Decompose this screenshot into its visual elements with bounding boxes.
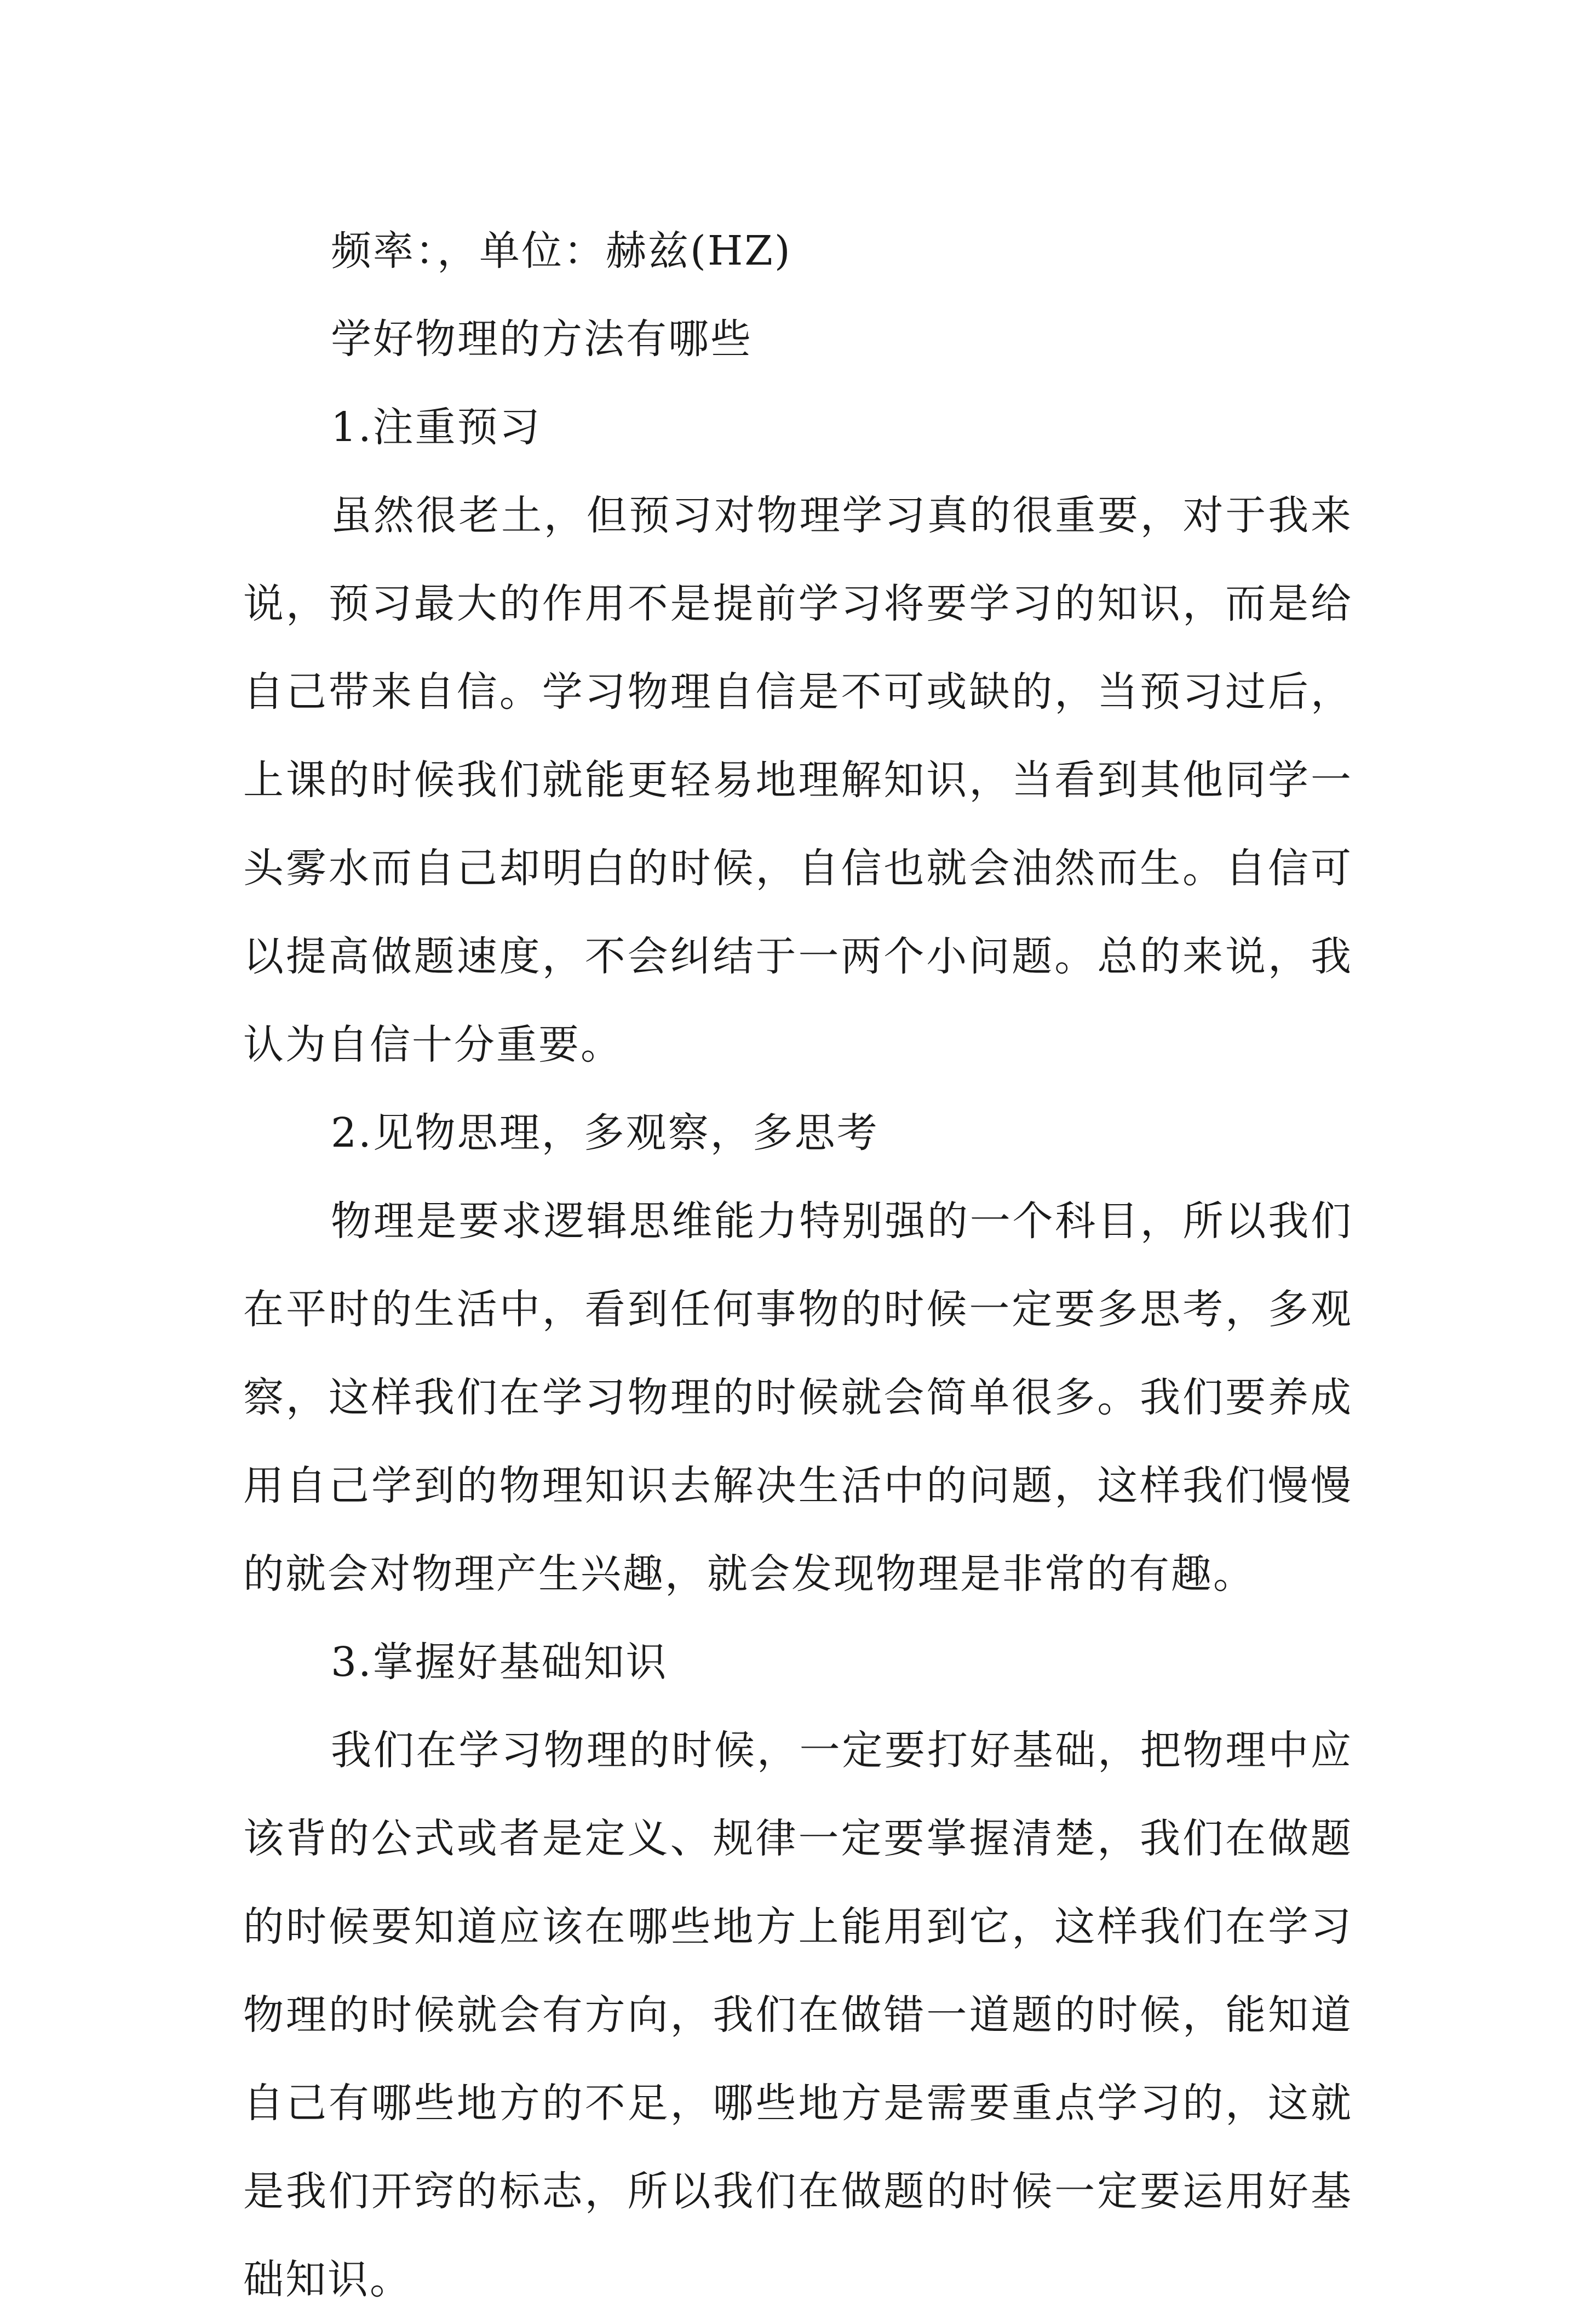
paragraph-line: 是我们开窍的标志，所以我们在做题的时候一定要运用好基 [243,2168,1353,2215]
paragraph-line: 用自己学到的物理知识去解决生活中的问题，这样我们慢慢 [243,1462,1353,1509]
section-heading: 学好物理的方法有哪些 [331,316,753,363]
text-line: 频率：，单位：赫兹(HZ) [331,227,792,274]
paragraph-line: 头雾水而自己却明白的时候，自信也就会油然而生。自信可 [243,845,1353,892]
paragraph-line: 以提高做题速度，不会纠结于一两个小问题。总的来说，我 [243,933,1353,980]
paragraph-line: 自己带来自信。学习物理自信是不可或缺的，当预习过后， [243,668,1353,715]
paragraph-line: 物理是要求逻辑思维能力特别强的一个科目，所以我们 [331,1198,1353,1245]
paragraph-line: 物理的时候就会有方向，我们在做错一道题的时候，能知道 [243,1991,1353,2039]
paragraph-line: 察，这样我们在学习物理的时候就会简单很多。我们要养成 [243,1374,1353,1421]
subheading: 2.见物思理，多观察，多思考 [331,1109,879,1157]
paragraph-line: 自己有哪些地方的不足，哪些地方是需要重点学习的，这就 [243,2080,1353,2127]
document-body [243,207,1353,2324]
paragraph-line: 我们在学习物理的时候，一定要打好基础，把物理中应 [331,1727,1353,1774]
paragraph-line: 说，预习最大的作用不是提前学习将要学习的知识，而是给 [243,580,1353,627]
paragraph-line: 在平时的生活中，看到任何事物的时候一定要多思考，多观 [243,1286,1353,1333]
paragraph-line: 认为自信十分重要。 [243,1021,623,1068]
subheading: 3.掌握好基础知识 [331,1639,668,1686]
paragraph-line: 础知识。 [243,2256,412,2303]
subheading: 1.注重预习 [331,404,542,451]
paragraph-line: 的就会对物理产生兴趣，就会发现物理是非常的有趣。 [243,1550,1255,1598]
paragraph-line: 的时候要知道应该在哪些地方上能用到它，这样我们在学习 [243,1903,1353,1950]
paragraph-line: 该背的公式或者是定义、规律一定要掌握清楚，我们在做题 [243,1815,1353,1862]
paragraph-line: 上课的时候我们就能更轻易地理解知识，当看到其他同学一 [243,757,1353,804]
paragraph-line: 虽然很老土，但预习对物理学习真的很重要，对于我来 [331,492,1353,539]
